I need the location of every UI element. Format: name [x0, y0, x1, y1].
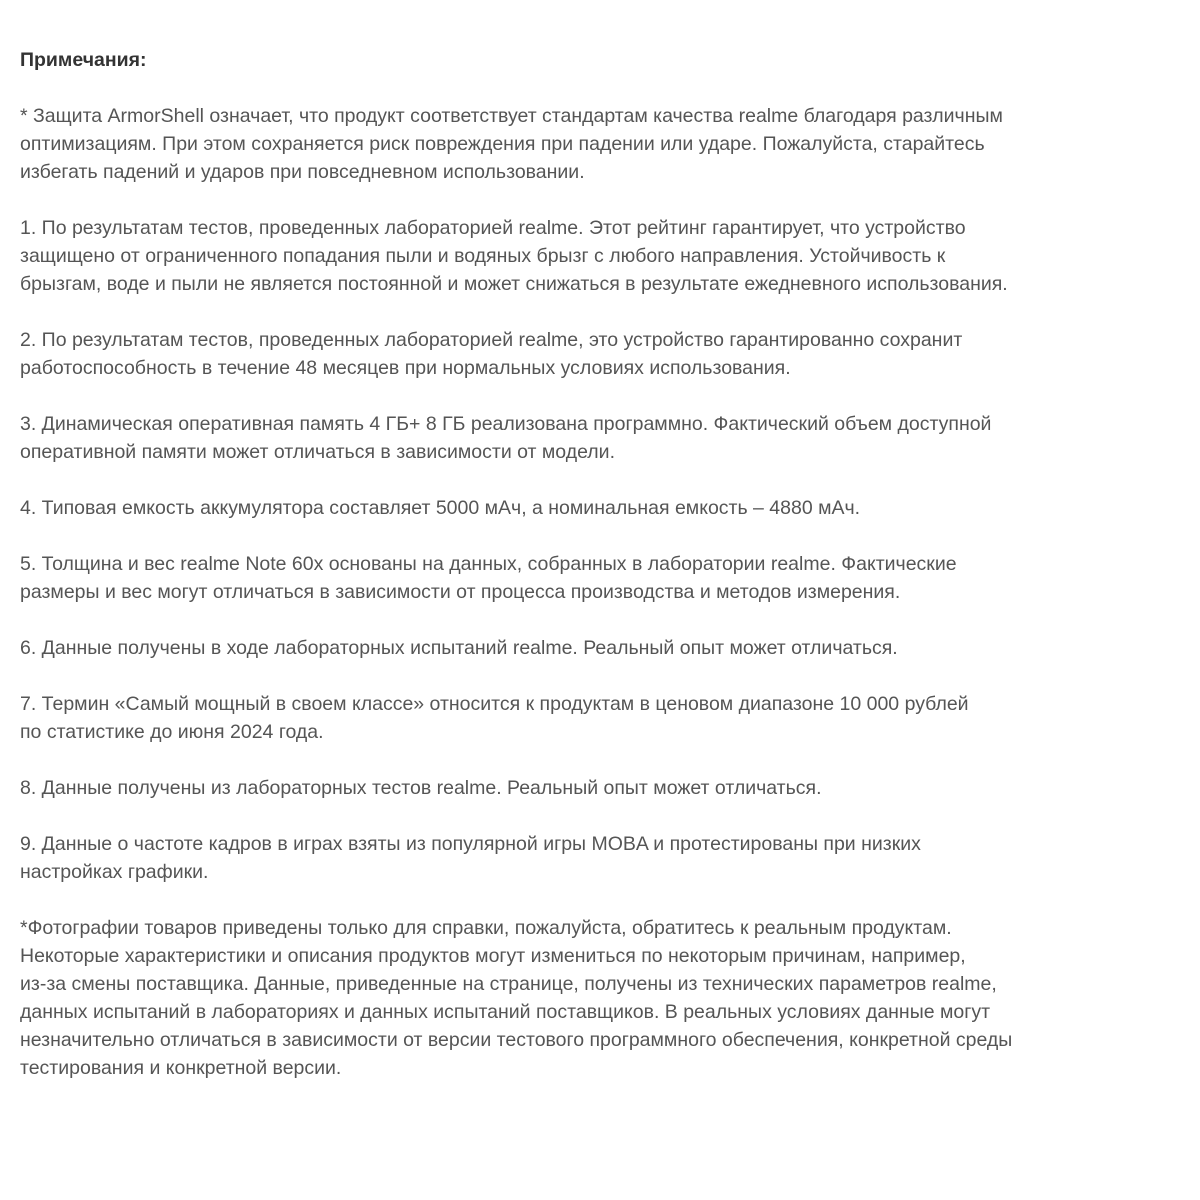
note-4-battery: 4. Типовая емкость аккумулятора составляет 5000 мАч, а номинальная емкость – 4880 мАч.	[20, 497, 861, 519]
note-1-dust-water: 1. По результатам тестов, проведенных лабораторией realme. Этот рейтинг гарантирует, что устройство защищено от ограниченного попадания пыли и водяных брызг с любого направления. Устойчивость к брызгам, воде и пыли не является постоянной и может снижаться в результате ежедневного использования.	[20, 217, 1008, 295]
notes-section	[20, 46, 1180, 1082]
note-5-dimensions: 5. Толщина и вес realme Note 60x основаны на данных, собранных в лаборатории realme. Фактические размеры и вес могут отличаться в зависимости от процесса производства и методов измерения.	[20, 553, 957, 603]
note-8-lab-tests: 8. Данные получены из лабораторных тестов realme. Реальный опыт может отличаться.	[20, 777, 822, 799]
note-photos-disclaimer: *Фотографии товаров приведены только для справки, пожалуйста, обратитесь к реальным продуктам. Некоторые характеристики и описания продуктов могут измениться по некоторым причинам, например, из-за смены поставщика. Данные, приведенные на странице, получены из технических параметров realme, данных испытаний в лабораториях и данных испытаний поставщиков. В реальных условиях данные могут незначительно отличаться в зависимости от версии тестового программного обеспечения, конкретной среды тестирования и конкретной версии.	[20, 917, 1013, 1079]
note-3-ram: 3. Динамическая оперативная память 4 ГБ+ 8 ГБ реализована программно. Фактический объем доступной оперативной памяти может отличаться в зависимости от модели.	[20, 413, 992, 463]
notes-title: Примечания:	[20, 49, 147, 71]
note-7-class-term: 7. Термин «Самый мощный в своем классе» относится к продуктам в ценовом диапазоне 10 000 рублей по статистике до июня 2024 года.	[20, 693, 969, 743]
note-armorshell: * Защита ArmorShell означает, что продукт соответствует стандартам качества realme благодаря различным оптимизациям. При этом сохраняется риск повреждения при падении или ударе. Пожалуйста, старайтесь избегать падений и ударов при повседневном использовании.	[20, 105, 1003, 183]
note-2-durability: 2. По результатам тестов, проведенных лабораторией realme, это устройство гарантированно сохранит работоспособность в течение 48 месяцев при нормальных условиях использования.	[20, 329, 963, 379]
note-9-frame-rate: 9. Данные о частоте кадров в играх взяты из популярной игры MOBA и протестированы при низких настройках графики.	[20, 833, 921, 883]
note-6-lab-tests: 6. Данные получены в ходе лабораторных испытаний realme. Реальный опыт может отличаться.	[20, 637, 898, 659]
